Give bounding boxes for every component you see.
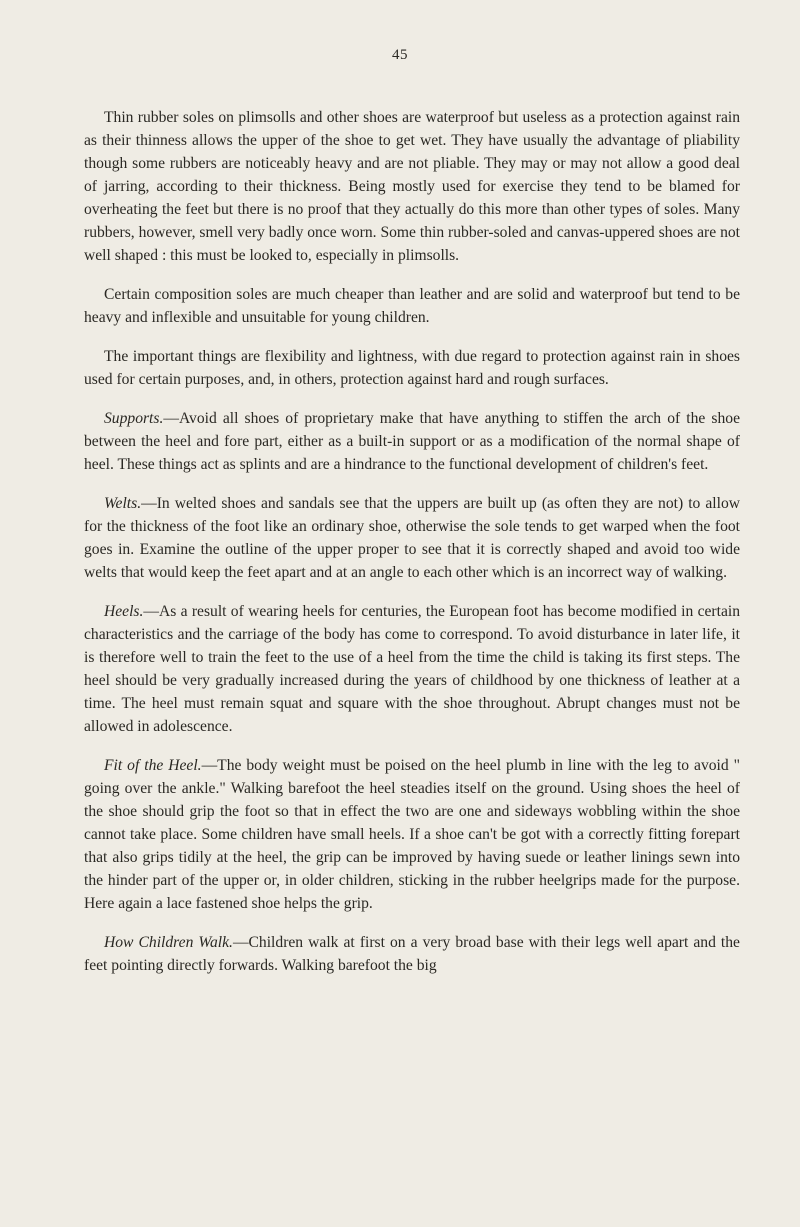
body-text: [84, 106, 740, 993]
paragraph-lead: Fit of the Heel.: [104, 757, 202, 774]
paragraph-text: The important things are flexibility and lightness, with due regard to protection against rain in shoes used for certain purposes, and, in others, protection against hard and rough surfaces.: [84, 348, 740, 388]
paragraph-supports: [84, 407, 740, 476]
paragraph-text: —In welted shoes and sandals see that the uppers are built up (as often they are not) to allow for the thickness of the foot like an ordinary shoe, otherwise the sole tends to get warped when the foot goes in. Examine the outline of the upper proper to see that it is correctly shaped and avoid too wide welts that would keep the feet apart and at an angle to each other which is an incorrect way of walking.: [84, 495, 740, 581]
paragraph-lead: How Children Walk.: [104, 934, 233, 951]
paragraph-welts: [84, 492, 740, 584]
paragraph-composition-soles: [84, 283, 740, 329]
paragraph-text: Thin rubber soles on plimsolls and other shoes are waterproof but useless as a protection against rain as their thinness allows the upper of the shoe to get wet. They have usually the advantage of pliability though some rubbers are noticeably heavy and are not pliable. They may or may not allow a good deal of jarring, according to their thickness. Being mostly used for exercise they tend to be blamed for overheating the feet but there is no proof that they actually do this more than other types of soles. Many rubbers, however, smell very badly once worn. Some thin rubber-soled and canvas-uppered shoes are not well shaped : this must be looked to, especially in plimsolls.: [84, 109, 740, 264]
paragraph-flexibility: [84, 345, 740, 391]
paragraph-text: —The body weight must be poised on the heel plumb in line with the leg to avoid " going over the ankle." Walking barefoot the heel steadies itself on the ground. Using shoes the heel of the shoe should grip the foot so that in effect the two are one and sideways wobbling within the shoe cannot take place. Some children have small heels. If a shoe can't be got with a correctly fitting forepart that also grips tidily at the heel, the grip can be improved by having suede or leather linings sewn into the hinder part of the upper or, in older children, sticking in the rubber heelgrips made for the purpose. Here again a lace fastened shoe helps the grip.: [84, 757, 740, 912]
paragraph-lead: Supports.: [104, 410, 164, 427]
paragraph-lead: Welts.: [104, 495, 142, 512]
paragraph-text: —Children walk at first on a very broad base with their legs well apart and the feet pointing directly forwards. Walking barefoot the big: [84, 934, 740, 974]
page-number: 45: [392, 47, 408, 63]
paragraph-heels: [84, 600, 740, 738]
paragraph-lead: Heels.: [104, 603, 144, 620]
paragraph-rubber-soles: [84, 106, 740, 267]
paragraph-text: —Avoid all shoes of proprietary make that have anything to stiffen the arch of the shoe between the heel and fore part, either as a built-in support or as a modification of the normal shape of heel. These things act as splints and are a hindrance to the functional development of children's feet.: [84, 410, 740, 473]
paragraph-fit-of-heel: [84, 754, 740, 915]
paragraph-text: Certain composition soles are much cheaper than leather and are solid and waterproof but tend to be heavy and inflexible and unsuitable for young children.: [84, 286, 740, 326]
paragraph-text: —As a result of wearing heels for centuries, the European foot has become modified in certain characteristics and the carriage of the body has come to correspond. To avoid disturbance in later life, it is therefore well to train the feet to the use of a heel from the time the child is taking its first steps. The heel should be very gradually increased during the years of childhood by one thickness of leather at a time. The heel must remain squat and square with the shoe throughout. Abrupt changes must not be allowed in adolescence.: [84, 603, 740, 735]
paragraph-how-children-walk: [84, 931, 740, 977]
